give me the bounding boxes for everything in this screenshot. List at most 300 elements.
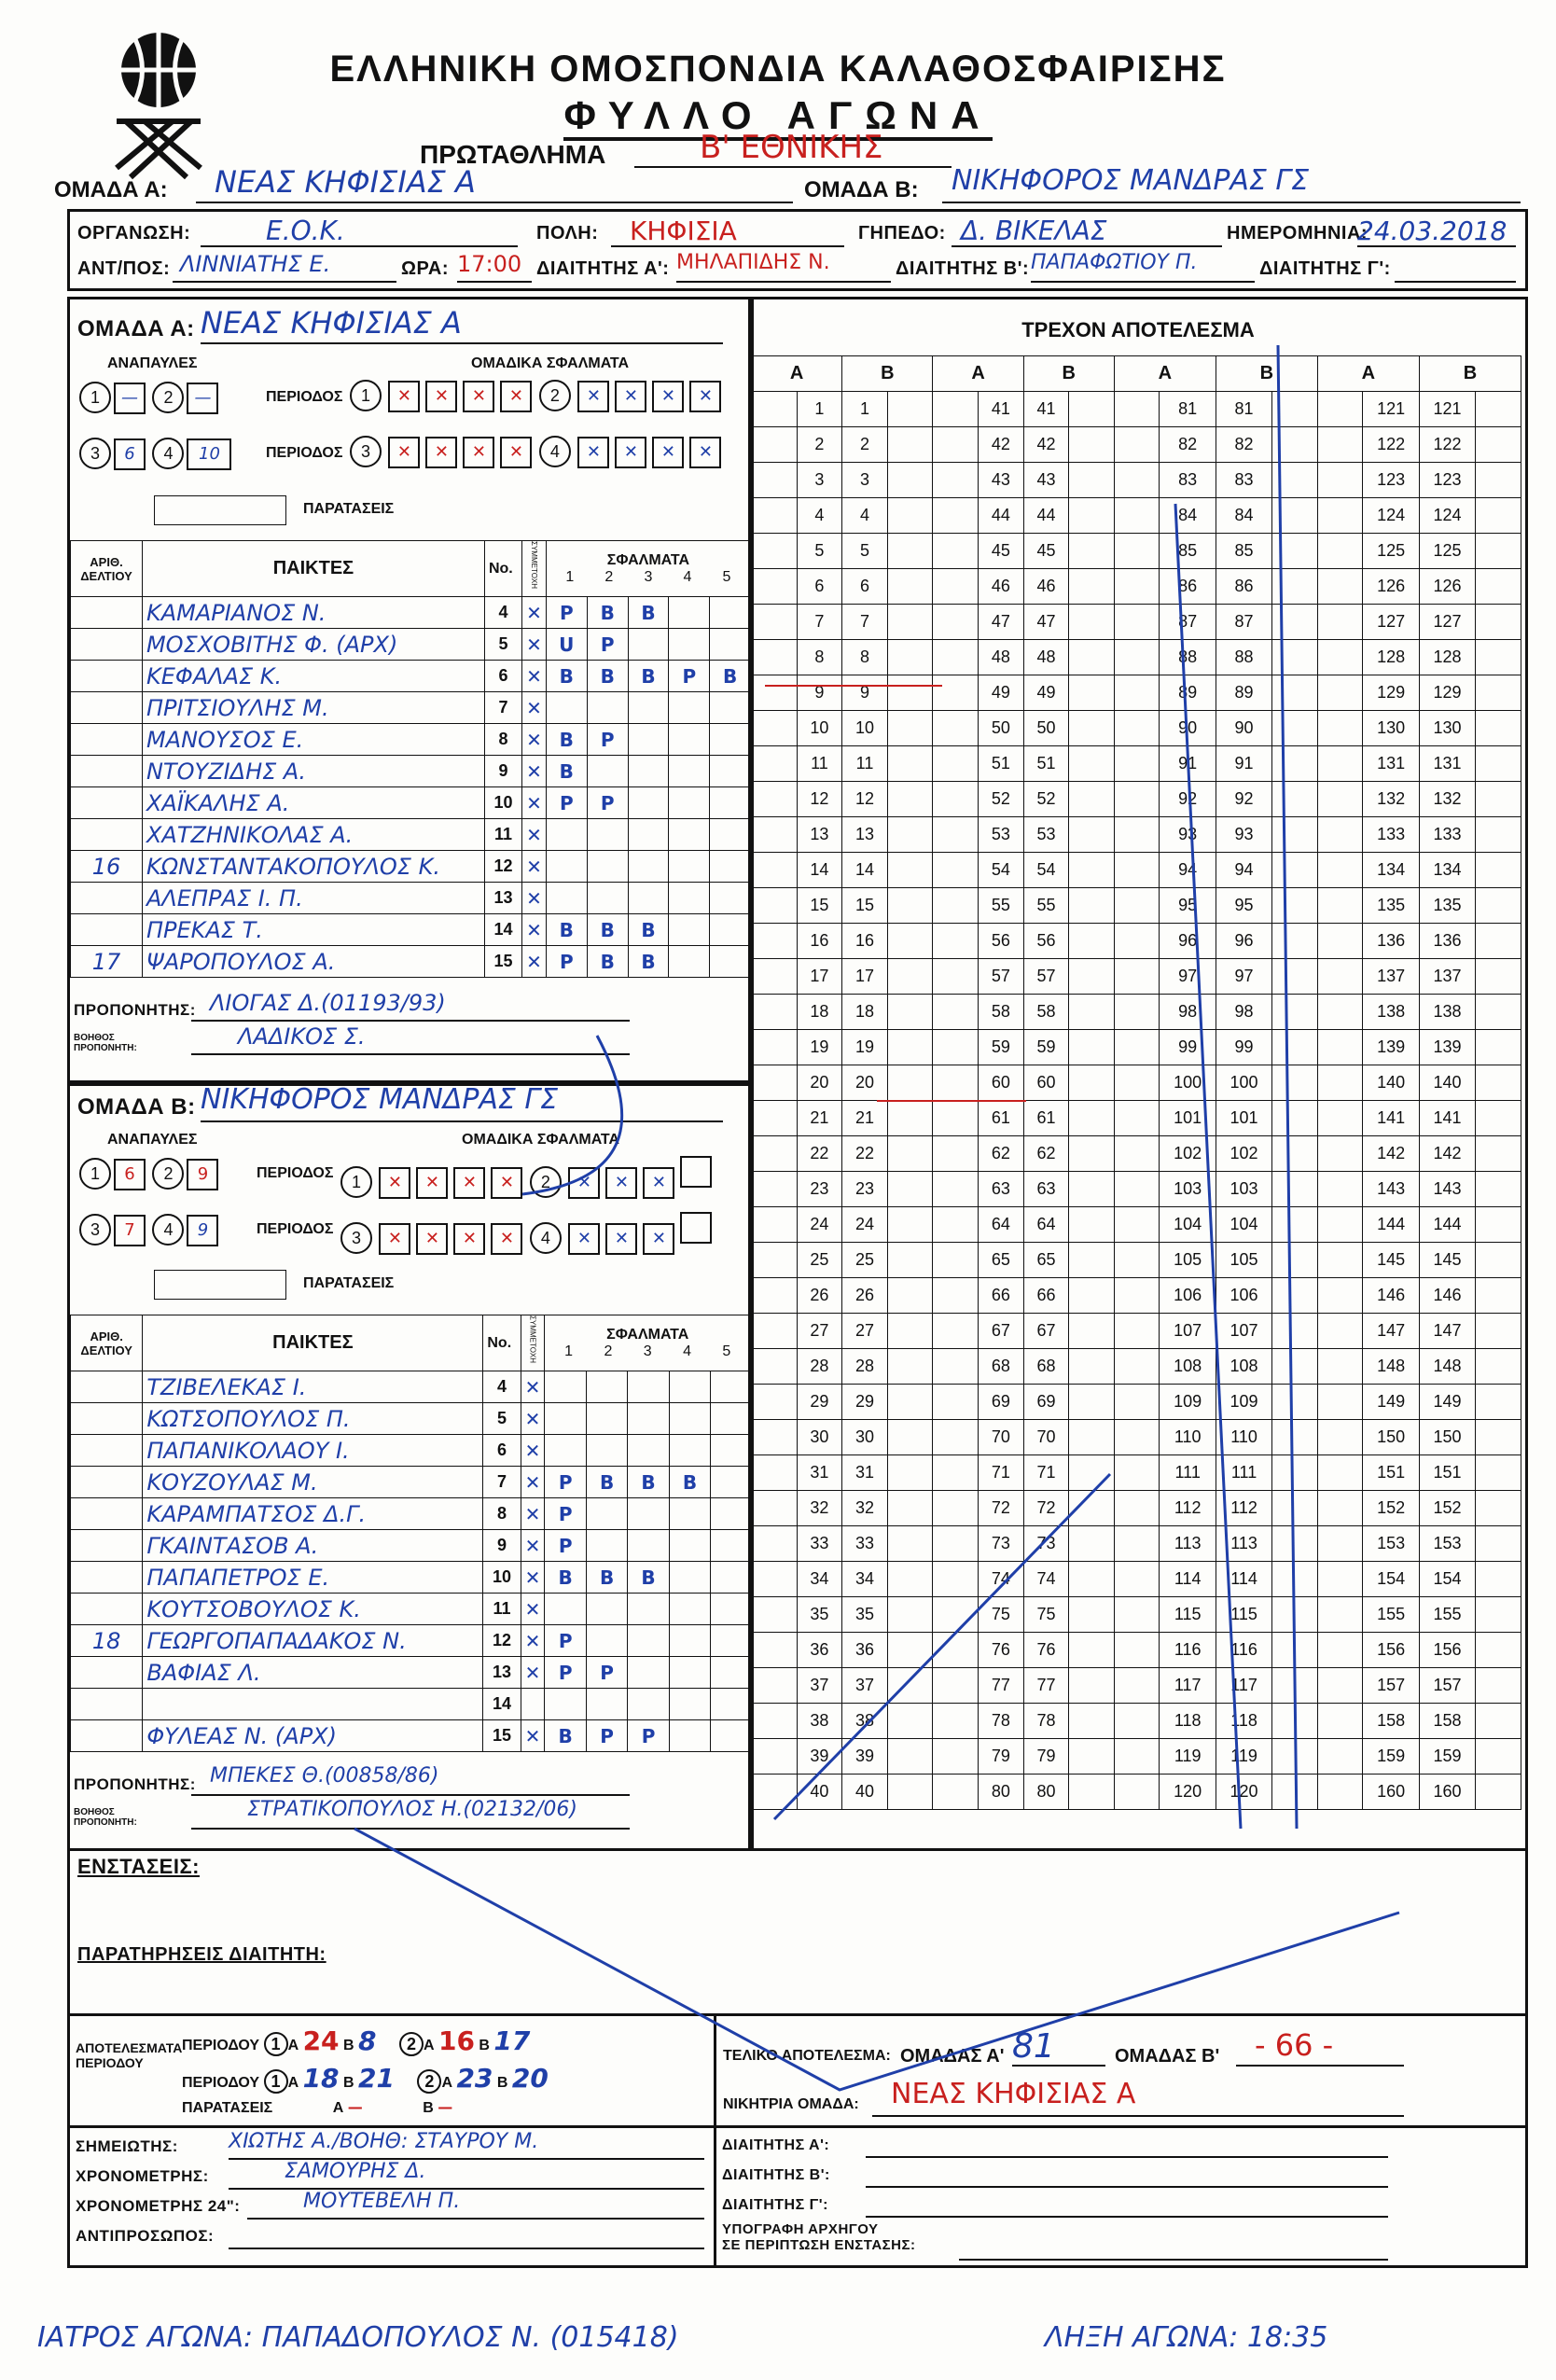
played-mark[interactable]: ✕ <box>522 597 547 629</box>
player-name[interactable]: ΝΤΟΥΖΙΔΗΣ Α. <box>142 756 484 787</box>
player-name[interactable]: ΚΕΦΑΛΑΣ Κ. <box>142 661 484 692</box>
championship-field[interactable]: Β' ΕΘΝΙΚΗΣ <box>634 129 952 168</box>
foul-box[interactable]: ✕ <box>379 1223 410 1255</box>
foul-cell[interactable]: B <box>628 946 669 978</box>
team-a-team-fouls-label: ΟΜΑΔΙΚΑ ΣΦΑΛΜΑΤΑ <box>471 355 630 371</box>
player-name[interactable]: ΦΥΛΕΑΣ Ν. (ΑΡΧ) <box>143 1720 483 1752</box>
winner-field[interactable]: ΝΕΑΣ ΚΗΦΙΣΙΑΣ Α <box>872 2078 1404 2117</box>
score-num-b: 41 <box>1023 392 1069 427</box>
score-num-b: 129 <box>1419 675 1475 711</box>
foul-box[interactable]: ✕ <box>425 381 457 412</box>
score-num-a: 98 <box>1160 995 1216 1030</box>
player-name[interactable]: ΠΑΠΑΠΕΤΡΟΣ Ε. <box>143 1562 483 1594</box>
foul-box[interactable]: ✕ <box>388 437 420 468</box>
foul-cell[interactable]: P <box>669 661 710 692</box>
score-num-b: 69 <box>1023 1385 1069 1420</box>
player-number[interactable]: 12 <box>484 851 521 883</box>
player-number[interactable]: 14 <box>484 914 521 946</box>
timeout-box[interactable]: — <box>114 383 146 414</box>
foul-box[interactable]: ✕ <box>500 437 532 468</box>
team-b-label: ΟΜΑΔΑ Β: <box>804 177 919 202</box>
played-mark[interactable]: ✕ <box>522 819 547 851</box>
score-num-b: 160 <box>1419 1775 1475 1810</box>
played-mark[interactable]: ✕ <box>521 1530 545 1562</box>
foul-box[interactable]: ✕ <box>463 381 494 412</box>
score-num-a: 142 <box>1363 1136 1419 1172</box>
score-num-a: 155 <box>1363 1597 1419 1633</box>
score-num-a: 149 <box>1363 1385 1419 1420</box>
foul-cell[interactable]: B <box>545 1562 586 1594</box>
foul-box[interactable]: ✕ <box>425 437 457 468</box>
score-num-b: 46 <box>1023 569 1069 605</box>
foul-cell[interactable]: P <box>546 946 587 978</box>
timer-label: ΧΡΟΝΟΜΕΤΡΗΣ: <box>76 2167 209 2185</box>
time-label: ΩΡΑ: <box>401 258 449 279</box>
team-a-field[interactable]: ΝΕΑΣ ΚΗΦΙΣΙΑΣ Α <box>196 164 793 203</box>
player-name[interactable]: ΚΑΡΑΜΠΑΤΣΟΣ Δ.Γ. <box>143 1498 483 1530</box>
score-num-b: 104 <box>1216 1207 1271 1243</box>
foul-box[interactable]: ✕ <box>689 381 721 412</box>
played-mark[interactable]: ✕ <box>521 1625 545 1657</box>
score-num-a: 79 <box>979 1739 1024 1775</box>
score-num-b: 135 <box>1419 888 1475 924</box>
foul-cell[interactable]: B <box>628 1562 669 1594</box>
final-team-b-score[interactable]: - 66 - <box>1236 2027 1404 2067</box>
player-name[interactable]: ΠΡΕΚΑΣ Τ. <box>142 914 484 946</box>
player-name[interactable]: ΠΡΙΤΣΙΟΥΛΗΣ Μ. <box>142 692 484 724</box>
score-num-a: 33 <box>797 1526 842 1562</box>
time-field[interactable]: 17:00 <box>457 251 532 283</box>
score-num-a: 139 <box>1363 1030 1419 1065</box>
ref3-label: ΔΙΑΙΤΗΤΗΣ Γ': <box>1259 258 1391 279</box>
score-num-a: 90 <box>1160 711 1216 746</box>
played-mark[interactable]: ✕ <box>521 1467 545 1498</box>
player-name[interactable]: ΜΑΝΟΥΣΟΣ Ε. <box>142 724 484 756</box>
final-team-b-label: ΟΜΑΔΑΣ Β' <box>1115 2046 1220 2067</box>
played-mark[interactable]: ✕ <box>521 1720 545 1752</box>
score-num-a: 9 <box>797 675 842 711</box>
player-license[interactable]: 18 <box>71 1625 143 1657</box>
foul-box[interactable]: ✕ <box>689 437 721 468</box>
score-num-a: 4 <box>797 498 842 534</box>
played-mark[interactable]: ✕ <box>521 1435 545 1467</box>
score-num-a: 72 <box>979 1491 1024 1526</box>
score-num-a: 19 <box>797 1030 842 1065</box>
team-a-overtime-label: ΠΑΡΑΤΑΣΕΙΣ <box>303 501 395 517</box>
player-number[interactable]: 7 <box>483 1467 521 1498</box>
score-num-b: 79 <box>1023 1739 1069 1775</box>
score-num-a: 32 <box>797 1491 842 1526</box>
foul-cell[interactable]: B <box>587 597 628 629</box>
foul-cell[interactable]: B <box>546 914 587 946</box>
foul-box[interactable]: ✕ <box>605 1167 637 1199</box>
foul-box[interactable]: ✕ <box>615 381 646 412</box>
foul-cell[interactable]: B <box>628 1467 669 1498</box>
foul-cell[interactable]: B <box>545 1720 586 1752</box>
played-mark[interactable]: ✕ <box>521 1403 545 1435</box>
period-num: 1 <box>340 1166 372 1198</box>
foul-cell[interactable]: B <box>546 661 587 692</box>
score-num-a: 27 <box>797 1314 842 1349</box>
player-number[interactable]: 7 <box>484 692 521 724</box>
score-num-b: 35 <box>842 1597 888 1633</box>
foul-cell[interactable]: B <box>628 597 669 629</box>
sheet-title: ΦΥΛΛΟ ΑΓΩΝΑ <box>0 93 1556 138</box>
score-num-b: 148 <box>1419 1349 1475 1385</box>
foul-box[interactable]: ✕ <box>453 1223 485 1255</box>
score-num-a: 81 <box>1160 392 1216 427</box>
score-num-b: 90 <box>1216 711 1271 746</box>
foul-box[interactable]: ✕ <box>643 1223 674 1255</box>
foul-box[interactable]: ✕ <box>379 1167 410 1199</box>
foul-box[interactable]: ✕ <box>491 1167 522 1199</box>
score-num-b: 25 <box>842 1243 888 1278</box>
timeout-box[interactable]: 10 <box>187 438 231 470</box>
player-number[interactable]: 15 <box>484 946 521 978</box>
player-number[interactable]: 9 <box>484 756 521 787</box>
played-mark[interactable]: ✕ <box>522 946 547 978</box>
court-label: ΓΗΠΕΔΟ: <box>858 223 946 244</box>
score-num-b: 62 <box>1023 1136 1069 1172</box>
score-num-b: 152 <box>1419 1491 1475 1526</box>
played-mark[interactable]: ✕ <box>521 1657 545 1689</box>
player-number[interactable]: 12 <box>483 1625 521 1657</box>
score-num-b: 26 <box>842 1278 888 1314</box>
score-num-a: 132 <box>1363 782 1419 817</box>
player-name[interactable]: ΨΑΡΟΠΟΥΛΟΣ Α. <box>142 946 484 978</box>
score-num-b: 85 <box>1216 534 1271 569</box>
player-number[interactable]: 13 <box>483 1657 521 1689</box>
score-num-a: 80 <box>979 1775 1024 1810</box>
score-num-b: 155 <box>1419 1597 1475 1633</box>
score-num-b: 82 <box>1216 427 1271 463</box>
foul-cell[interactable]: P <box>587 724 628 756</box>
score-num-a: 83 <box>1160 463 1216 498</box>
foul-cell[interactable]: P <box>586 1657 627 1689</box>
score-num-a: 75 <box>979 1597 1024 1633</box>
score-num-a: 26 <box>797 1278 842 1314</box>
foul-box[interactable]: ✕ <box>652 437 684 468</box>
score-num-b: 119 <box>1216 1739 1271 1775</box>
score-num-a: 69 <box>979 1385 1024 1420</box>
foul-cell[interactable]: B <box>628 914 669 946</box>
player-name[interactable]: ΚΩΝΣΤΑΝΤΑΚΟΠΟΥΛΟΣ Κ. <box>142 851 484 883</box>
team-b-panel-name[interactable]: ΝΙΚΗΦΟΡΟΣ ΜΑΝΔΡΑΣ ΓΣ <box>201 1083 723 1122</box>
team-b-field[interactable]: ΝΙΚΗΦΟΡΟΣ ΜΑΝΔΡΑΣ ΓΣ <box>942 164 1521 203</box>
timer24-field[interactable]: ΜΟΥΤΕΒΕΛΗ Π. <box>247 2190 704 2220</box>
score-num-b: 120 <box>1216 1775 1271 1810</box>
foul-box[interactable]: ✕ <box>652 381 684 412</box>
played-mark[interactable]: ✕ <box>521 1562 545 1594</box>
player-name[interactable]: ΧΑΤΖΗΝΙΚΟΛΑΣ Α. <box>142 819 484 851</box>
foul-box[interactable]: ✕ <box>388 381 420 412</box>
player-name[interactable]: ΓΕΩΡΓΟΠΑΠΑΔΑΚΟΣ Ν. <box>143 1625 483 1657</box>
timer-field[interactable]: ΣΑΜΟΥΡΗΣ Δ. <box>229 2160 704 2190</box>
score-num-b: 121 <box>1419 392 1475 427</box>
foul-cell[interactable]: P <box>546 787 587 819</box>
foul-box[interactable]: ✕ <box>568 1167 600 1199</box>
foul-cell[interactable]: P <box>545 1657 586 1689</box>
score-num-b: 138 <box>1419 995 1475 1030</box>
score-num-b: 113 <box>1216 1526 1271 1562</box>
org-field[interactable]: Ε.Ο.Κ. <box>201 216 518 247</box>
played-mark[interactable]: ✕ <box>522 883 547 914</box>
foul-box[interactable]: ✕ <box>416 1223 448 1255</box>
foul-cell[interactable]: B <box>628 661 669 692</box>
foul-cell[interactable]: P <box>545 1625 586 1657</box>
foul-box[interactable]: ✕ <box>453 1167 485 1199</box>
score-num-b: 49 <box>1023 675 1069 711</box>
foul-cell[interactable]: B <box>710 661 751 692</box>
player-license[interactable]: 17 <box>71 946 143 978</box>
score-num-b: 21 <box>842 1101 888 1136</box>
score-num-a: 143 <box>1363 1172 1419 1207</box>
org-label: ΟΡΓΑΝΩΣΗ: <box>77 223 191 244</box>
score-num-a: 100 <box>1160 1065 1216 1101</box>
city-field[interactable]: ΚΗΦΙΣΙΑ <box>611 216 844 247</box>
score-num-b: 9 <box>842 675 888 711</box>
score-num-a: 137 <box>1363 959 1419 995</box>
played-mark[interactable]: ✕ <box>522 629 547 661</box>
score-num-b: 130 <box>1419 711 1475 746</box>
score-num-b: 70 <box>1023 1420 1069 1455</box>
player-name[interactable]: ΚΩΤΣΟΠΟΥΛΟΣ Π. <box>143 1403 483 1435</box>
score-num-a: 10 <box>797 711 842 746</box>
player-number[interactable]: 13 <box>484 883 521 914</box>
player-name[interactable]: ΚΟΥΤΣΟΒΟΥΛΟΣ Κ. <box>143 1594 483 1625</box>
played-mark[interactable]: ✕ <box>522 692 547 724</box>
timeout-box[interactable]: 7 <box>114 1215 146 1246</box>
played-mark[interactable]: ✕ <box>522 787 547 819</box>
player-name[interactable]: ΚΑΜΑΡΙΑΝΟΣ Ν. <box>142 597 484 629</box>
team-a-panel-name[interactable]: ΝΕΑΣ ΚΗΦΙΣΙΑΣ Α <box>201 305 723 344</box>
player-number[interactable]: 5 <box>483 1403 521 1435</box>
score-num-b: 18 <box>842 995 888 1030</box>
timeout-circle: 3 <box>79 438 111 469</box>
score-num-b: 27 <box>842 1314 888 1349</box>
player-number[interactable]: 4 <box>483 1371 521 1403</box>
timeout-box[interactable]: 6 <box>114 438 146 470</box>
player-number[interactable]: 8 <box>483 1498 521 1530</box>
score-num-b: 64 <box>1023 1207 1069 1243</box>
timeout-box[interactable]: 9 <box>187 1215 218 1246</box>
score-num-a: 113 <box>1160 1526 1216 1562</box>
foul-box[interactable]: ✕ <box>568 1223 600 1255</box>
score-num-b: 81 <box>1216 392 1271 427</box>
score-num-b: 97 <box>1216 959 1271 995</box>
team-a-asst-field[interactable]: ΛΑΔΙΚΟΣ Σ. <box>191 1023 630 1055</box>
score-num-a: 3 <box>797 463 842 498</box>
score-num-a: 128 <box>1363 640 1419 675</box>
score-num-b: 57 <box>1023 959 1069 995</box>
player-name[interactable]: ΜΟΣΧΟΒΙΤΗΣ Φ. (ΑΡΧ) <box>142 629 484 661</box>
foul-cell[interactable]: P <box>545 1467 586 1498</box>
ref1-field[interactable]: ΜΗΛΑΠΙΔΗΣ Ν. <box>676 251 891 283</box>
player-number[interactable]: 11 <box>484 819 521 851</box>
foul-box[interactable]: ✕ <box>491 1223 522 1255</box>
score-num-b: 111 <box>1216 1455 1271 1491</box>
foul-cell[interactable]: P <box>545 1530 586 1562</box>
score-num-b: 80 <box>1023 1775 1069 1810</box>
player-number[interactable]: 6 <box>484 661 521 692</box>
final-team-a-score[interactable]: 81 <box>1012 2027 1105 2067</box>
score-num-b: 154 <box>1419 1562 1475 1597</box>
score-num-b: 134 <box>1419 853 1475 888</box>
score-num-a: 50 <box>979 711 1024 746</box>
foul-box[interactable]: ✕ <box>577 437 609 468</box>
score-num-b: 147 <box>1419 1314 1475 1349</box>
player-license[interactable]: 16 <box>71 851 143 883</box>
score-num-b: 60 <box>1023 1065 1069 1101</box>
date-field[interactable]: 24.03.2018 <box>1357 216 1516 247</box>
player-number[interactable]: 4 <box>484 597 521 629</box>
team-b-coach-field[interactable]: ΜΠΕΚΕΣ Θ.(00858/86) <box>191 1764 630 1796</box>
timeout-box[interactable]: — <box>187 383 218 414</box>
foul-cell[interactable]: P <box>545 1498 586 1530</box>
team-b-asst-label: ΒΟΗΘΟΣ ΠΡΟΠΟΝΗΤΗ: <box>74 1807 137 1828</box>
foul-cell[interactable]: B <box>587 946 628 978</box>
score-num-a: 47 <box>979 605 1024 640</box>
score-num-b: 33 <box>842 1526 888 1562</box>
score-num-a: 73 <box>979 1526 1024 1562</box>
score-num-b: 37 <box>842 1668 888 1704</box>
score-num-b: 137 <box>1419 959 1475 995</box>
foul-cell[interactable]: P <box>628 1720 669 1752</box>
foul-cell[interactable]: P <box>586 1720 627 1752</box>
player-name[interactable]: ΠΑΠΑΝΙΚΟΛΑΟΥ Ι. <box>143 1435 483 1467</box>
score-num-a: 2 <box>797 427 842 463</box>
foul-box[interactable]: ✕ <box>643 1167 674 1199</box>
score-num-a: 119 <box>1160 1739 1216 1775</box>
played-mark[interactable]: ✕ <box>522 851 547 883</box>
score-num-a: 84 <box>1160 498 1216 534</box>
score-num-a: 153 <box>1363 1526 1419 1562</box>
score-num-a: 120 <box>1160 1775 1216 1810</box>
ref2-field[interactable]: ΠΑΠΑΦΩΤΙΟΥ Π. <box>1031 251 1255 283</box>
team-a-coach-field[interactable]: ΛΙΟΓΑΣ Δ.(01193/93) <box>191 990 630 1022</box>
played-mark[interactable]: ✕ <box>522 914 547 946</box>
score-num-a: 151 <box>1363 1455 1419 1491</box>
col-fouls: ΣΦΑΛΜΑΤΑ 1 2 3 4 5 <box>545 1315 751 1371</box>
foul-cell[interactable]: B <box>546 756 587 787</box>
player-number[interactable]: 6 <box>483 1435 521 1467</box>
score-num-a: 34 <box>797 1562 842 1597</box>
score-num-b: 65 <box>1023 1243 1069 1278</box>
played-mark[interactable]: ✕ <box>521 1594 545 1625</box>
score-num-a: 51 <box>979 746 1024 782</box>
score-num-a: 25 <box>797 1243 842 1278</box>
team-a-coach-label: ΠΡΟΠΟΝΗΤΗΣ: <box>74 1001 196 1019</box>
player-number[interactable]: 14 <box>483 1689 521 1720</box>
score-num-b: 50 <box>1023 711 1069 746</box>
score-num-b: 29 <box>842 1385 888 1420</box>
score-num-b: 13 <box>842 817 888 853</box>
commissioner-field[interactable]: ΛΙΝΝΙΑΤΗΣ Ε. <box>173 251 396 283</box>
period-num: 4 <box>530 1222 562 1254</box>
score-num-a: 93 <box>1160 817 1216 853</box>
foul-box[interactable]: ✕ <box>577 381 609 412</box>
foul-cell[interactable]: U <box>546 629 587 661</box>
foul-cell[interactable]: P <box>546 597 587 629</box>
timeout-circle: 3 <box>79 1214 111 1246</box>
played-mark[interactable]: ✕ <box>522 661 547 692</box>
player-name[interactable]: ΑΛΕΠΡΑΣ Ι. Π. <box>142 883 484 914</box>
foul-cell[interactable]: B <box>587 661 628 692</box>
foul-cell[interactable]: B <box>587 914 628 946</box>
score-num-a: 52 <box>979 782 1024 817</box>
ref1-label: ΔΙΑΙΤΗΤΗΣ Α': <box>536 258 670 279</box>
foul-box[interactable]: ✕ <box>416 1167 448 1199</box>
score-col-header: Β <box>1419 356 1521 392</box>
score-num-a: 15 <box>797 888 842 924</box>
timeout-box[interactable]: 6 <box>114 1159 146 1190</box>
player-number[interactable]: 15 <box>483 1720 521 1752</box>
score-num-b: 108 <box>1216 1349 1271 1385</box>
player-name[interactable]: ΒΑΦΙΑΣ Λ. <box>143 1657 483 1689</box>
score-num-a: 122 <box>1363 427 1419 463</box>
foul-cell[interactable]: B <box>586 1562 627 1594</box>
played-mark[interactable]: ✕ <box>522 756 547 787</box>
score-num-a: 49 <box>979 675 1024 711</box>
timeout-box[interactable]: 9 <box>187 1159 218 1190</box>
score-num-b: 66 <box>1023 1278 1069 1314</box>
played-mark[interactable]: ✕ <box>522 724 547 756</box>
court-field[interactable]: Δ. ΒΙΚΕΛΑΣ <box>952 216 1222 247</box>
played-mark[interactable]: ✕ <box>521 1371 545 1403</box>
foul-cell[interactable]: B <box>586 1467 627 1498</box>
score-num-b: 76 <box>1023 1633 1069 1668</box>
score-num-b: 88 <box>1216 640 1271 675</box>
player-number[interactable]: 8 <box>484 724 521 756</box>
scorer-field[interactable]: ΧΙΩΤΗΣ Α./ΒΟΗΘ: ΣΤΑΥΡΟΥ Μ. <box>229 2130 704 2160</box>
player-number[interactable]: 11 <box>483 1594 521 1625</box>
player-name[interactable]: ΓΚΑΙΝΤΑΣΟΒ Α. <box>143 1530 483 1562</box>
player-name[interactable]: ΤΖΙΒΕΛΕΚΑΣ Ι. <box>143 1371 483 1403</box>
played-mark[interactable]: ✕ <box>521 1498 545 1530</box>
score-num-b: 32 <box>842 1491 888 1526</box>
player-name[interactable]: ΧΑΪΚΑΛΗΣ Α. <box>142 787 484 819</box>
score-num-b: 156 <box>1419 1633 1475 1668</box>
score-num-b: 98 <box>1216 995 1271 1030</box>
player-name[interactable]: ΚΟΥΖΟΥΛΑΣ Μ. <box>143 1467 483 1498</box>
score-num-a: 118 <box>1160 1704 1216 1739</box>
foul-box[interactable]: ✕ <box>463 437 494 468</box>
score-num-b: 100 <box>1216 1065 1271 1101</box>
player-number[interactable]: 10 <box>483 1562 521 1594</box>
score-num-b: 157 <box>1419 1668 1475 1704</box>
player-number[interactable]: 5 <box>484 629 521 661</box>
foul-cell[interactable]: P <box>587 629 628 661</box>
foul-cell[interactable]: B <box>546 724 587 756</box>
score-num-a: 45 <box>979 534 1024 569</box>
player-number[interactable]: 10 <box>484 787 521 819</box>
score-num-b: 34 <box>842 1562 888 1597</box>
score-num-a: 13 <box>797 817 842 853</box>
score-num-a: 60 <box>979 1065 1024 1101</box>
foul-box[interactable]: ✕ <box>615 437 646 468</box>
team-b-asst-field[interactable]: ΣΤΡΑΤΙΚΟΠΟΥΛΟΣ Η.(02132/06) <box>191 1798 630 1830</box>
score-num-b: 93 <box>1216 817 1271 853</box>
score-num-b: 20 <box>842 1065 888 1101</box>
score-num-a: 29 <box>797 1385 842 1420</box>
score-num-b: 59 <box>1023 1030 1069 1065</box>
team-b-period-label-1: ΠΕΡΙΟΔΟΣ <box>257 1165 334 1181</box>
foul-box[interactable]: ✕ <box>605 1223 637 1255</box>
foul-box[interactable]: ✕ <box>500 381 532 412</box>
player-number[interactable]: 9 <box>483 1530 521 1562</box>
foul-cell[interactable]: P <box>587 787 628 819</box>
foul-cell[interactable]: B <box>669 1467 710 1498</box>
